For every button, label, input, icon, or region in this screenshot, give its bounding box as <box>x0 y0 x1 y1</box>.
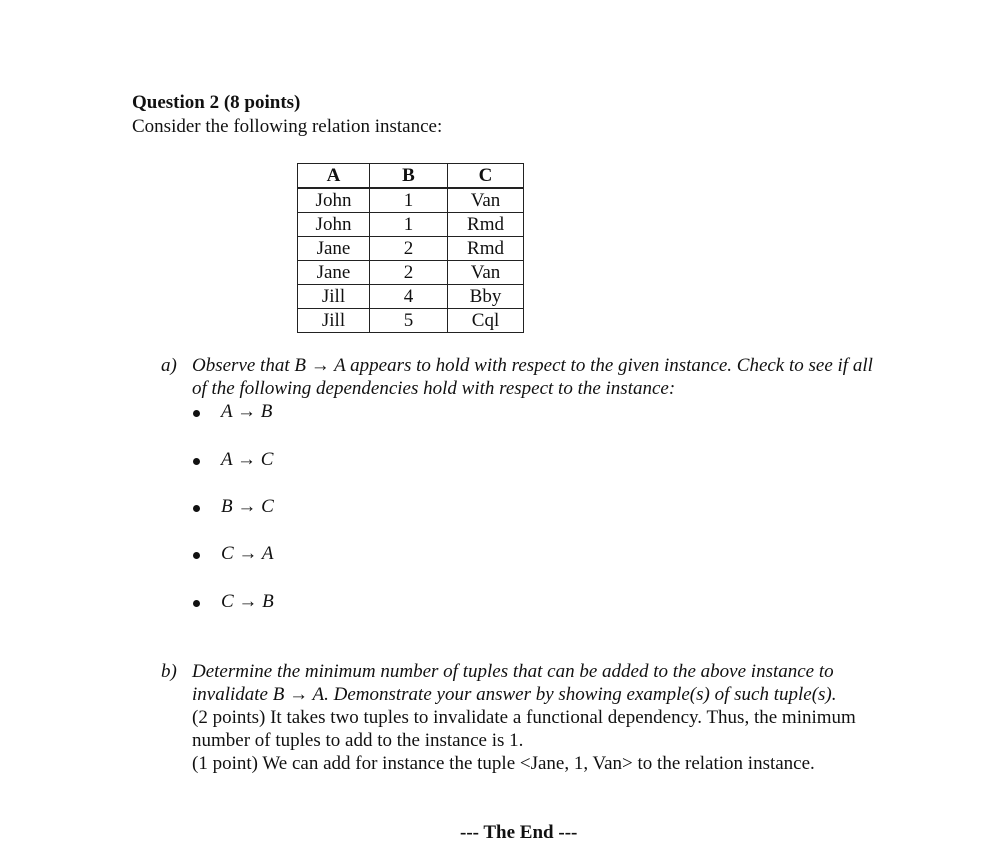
table-cell: 2 <box>370 261 448 285</box>
the-end-footer: --- The End --- <box>460 822 578 843</box>
part-b-text-line: invalidate B → A. Demonstrate your answer by showing example(s) of such tuple(s). <box>192 684 837 705</box>
table-cell: Rmd <box>448 213 524 237</box>
table-cell: Jane <box>298 237 370 261</box>
table-cell: 2 <box>370 237 448 261</box>
part-a-text-line: of the following dependencies hold with respect to the instance: <box>192 378 676 399</box>
bullet-dot <box>193 458 200 465</box>
bullet-dot <box>193 505 200 512</box>
table-cell: 5 <box>370 309 448 333</box>
question-intro: Consider the following relation instance: <box>132 116 443 137</box>
table-row <box>298 213 524 237</box>
table-cell: Van <box>448 261 524 285</box>
table-row <box>298 261 524 285</box>
column-header-b: B <box>370 164 448 189</box>
table-cell: 1 <box>370 188 448 213</box>
table-cell: 1 <box>370 213 448 237</box>
part-a-label: a) <box>161 355 177 376</box>
dependency-item: C → B <box>221 591 274 612</box>
table-cell: Jane <box>298 261 370 285</box>
table-row <box>298 188 524 213</box>
dependency-item: A → C <box>221 449 274 470</box>
table-cell: Cql <box>448 309 524 333</box>
table-cell: Bby <box>448 285 524 309</box>
column-header-a: A <box>298 164 370 189</box>
relation-table <box>297 163 524 333</box>
table-cell: John <box>298 188 370 213</box>
table-cell: John <box>298 213 370 237</box>
bullet-dot <box>193 552 200 559</box>
part-a-text-line: Observe that B → A appears to hold with respect to the given instance. Check to see if all <box>192 355 873 376</box>
dependency-item: C → A <box>221 543 274 564</box>
part-b-answer-line: (1 point) We can add for instance the tuple <Jane, 1, Van> to the relation instance. <box>192 753 815 774</box>
table-cell: Jill <box>298 285 370 309</box>
table-row <box>298 285 524 309</box>
table-cell: Van <box>448 188 524 213</box>
table-header-row <box>298 164 524 189</box>
table-cell: Rmd <box>448 237 524 261</box>
question-title: Question 2 (8 points) <box>132 92 301 113</box>
part-b-label: b) <box>161 661 177 682</box>
bullet-dot <box>193 600 200 607</box>
table-cell: Jill <box>298 309 370 333</box>
part-b-answer-line: number of tuples to add to the instance is 1. <box>192 730 524 751</box>
part-b-text-line: Determine the minimum number of tuples that can be added to the above instance to <box>192 661 834 682</box>
dependency-item: B → C <box>221 496 274 517</box>
column-header-c: C <box>448 164 524 189</box>
part-b-answer-line: (2 points) It takes two tuples to invalidate a functional dependency. Thus, the minimum <box>192 707 856 728</box>
table-cell: 4 <box>370 285 448 309</box>
bullet-dot <box>193 410 200 417</box>
table-row <box>298 309 524 333</box>
table-row <box>298 237 524 261</box>
dependency-item: A → B <box>221 401 273 422</box>
